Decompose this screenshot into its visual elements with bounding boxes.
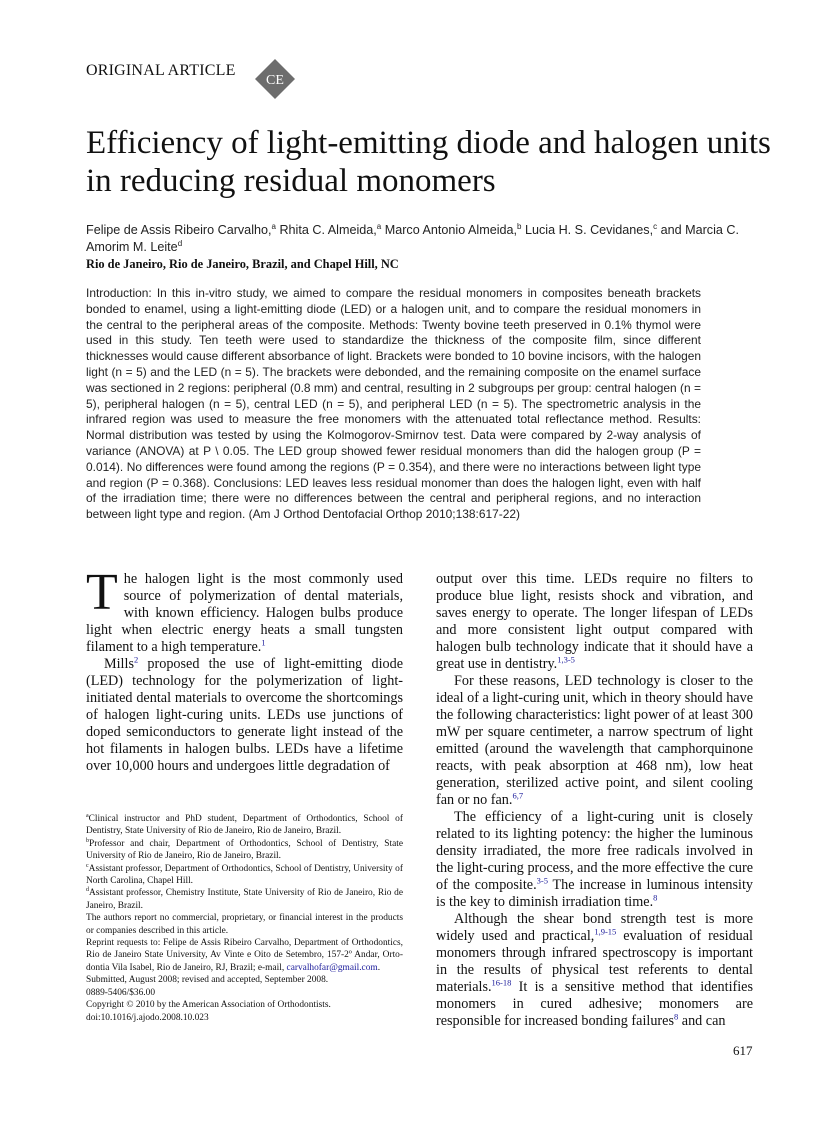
reference-link[interactable]: 3-5 [536,875,548,886]
body-paragraph [436,911,753,1030]
reference-link[interactable]: 2 [133,654,139,665]
page-number: 617 [733,1043,753,1058]
reprint-text: Reprint requests to: Felipe de Assis Ribeiro Carvalho, Department of Orthodontics, Rio de Janeiro State University, Av Vinte e Oito de Setembro, 157-2º Andar, Orto-dontia Vila Isabel, Rio de Janeiro, RJ, Brazil; e-mail, [86,938,403,973]
body-text: Although the shear bond strength test is more widely used and practical, [436,911,753,944]
abstract: Introduction: In this in-vitro study, we aimed to compare the residual monomers in composites beneath brackets bonded to enamel, using a light-emitting diode (LED) or a halogen unit, and to compare the residual monomers in the central to the peripheral areas of the composite. Methods: Twenty bovine teeth preserved in 0.1% thymol were used in this study. Ten teeth were used to standardize the thickness of the composite film, since different thicknesses would cause different absorbance of light. Brackets were bonded to 10 bovine incisors, with the halogen light (n = 5) and the LED (n = 5). The brackets were debonded, and the remaining composite on the enamel surface was sectioned in 2 regions: peripheral (0.8 mm) and central, resulting in 2 subgroups per group: central halogen (n = 5), peripheral halogen (n = 5), central LED (n = 5), and peripheral LED (n = 5). The spectrometric analysis in the infrared region was used to measure the free monomers with the attenuated total reflectance method. Results: Normal distribution was tested by using the Kolmogorov-Smirnov test. Data were compared by 2-way analysis of variance (ANOVA) at P \ 0.05. The LED group showed fewer residual monomers than did the halogen group (P = 0.014). No differences were found among the regions (P = 0.354), and there were no interactions between light type and region (P = 0.368). Conclusions: LED leaves less residual monomer than does the halogen light, even with half of the irradiation time; there were no differences between the central and peripheral regions, and no interaction between light type and region. (Am J Orthod Dentofacial Orthop 2010;138:617-22) [86,286,701,522]
author-list [86,222,766,256]
body-text: The increase in luminous intensity is the key to diminish irradiation time. [436,877,753,910]
reference-link[interactable]: 1 [261,637,266,648]
footnote-mark: b [86,837,89,844]
reference-link[interactable]: 6,7 [512,790,524,801]
author-affiliation-mark: c [653,221,658,231]
footnote-b [86,838,403,863]
reference-link[interactable]: 16-18 [491,977,512,988]
author-name: Marco Antonio Almeida, [384,223,518,237]
copyright-notice: Copyright © 2010 by the American Association of Orthodontists. [86,1000,331,1011]
author-affiliation-mark: a [376,221,382,231]
footnote-c [86,863,403,888]
reprint-text-end: . [377,962,381,973]
body-paragraph [86,656,403,775]
body-column-right [436,571,753,1030]
footnote-mark: c [86,862,89,869]
author-name: Lucia H. S. Cevidanes, [524,223,654,237]
ce-badge-icon [254,58,296,100]
author-affiliation-mark: a [271,221,276,231]
body-text: It is a sensitive method that identifies monomers in cured adhesive; monomers are responsible for increased bonding failures [436,979,753,1029]
drop-cap: T [86,564,118,621]
ce-badge-text: CE [266,73,284,88]
body-paragraph [436,673,753,809]
body-text: proposed the use of light-emitting diode (LED) technology for the polymerization of light-initiated dental materials to overcome the shortcomings of halogen light-curing units. LEDs use junctions of doped semiconductors to generate light instead of the hot filaments in halogen bulbs. LEDs have a lifetime over 10,000 hours and undergoes little degradation of [86,656,403,774]
footnote-text: Assistant professor, Chemistry Institute, State University of Rio de Janeiro, Rio de Janeiro, Brazil. [86,888,403,911]
doi-link[interactable]: doi:10.1016/j.ajodo.2008.10.023 [86,1012,209,1023]
author-affiliation-mark: b [517,221,522,231]
body-text: For these reasons, LED technology is closer to the ideal of a light-curing unit, which in theory should have the following characteristics: light power of at least 300 mW per square centimeter, a narrow spectrum of light emitted (around the wavelength that camphorquinone reacts, with peak absorption at 468 nm), low heat generation, sterilized active point, and silent cooling fan or no fan. [436,673,753,808]
issn-price: 0889-5406/$36.00 [86,987,156,998]
reprint-requests [86,937,403,974]
footnote-a [86,813,403,838]
body-text: and can [678,1013,726,1029]
body-text: The efficiency of a light-curing unit is closely related to its lighting potency: the higher the luminous density irradiated, the more free radicals involved in the light-curing process, and the more effective the cure of the composite. [436,809,753,893]
footnote-text: Clinical instructor and PhD student, Department of Orthodontics, School of Dentistry, State University of Rio de Janeiro, Rio de Janeiro, Brazil. [86,814,403,837]
footnote-mark: a [86,812,89,819]
footnote-text: Professor and chair, Department of Orthodontics, School of Dentistry, State University of Rio de Janeiro, Rio de Janeiro, Brazil. [86,838,403,862]
section-label: ORIGINAL ARTICLE [86,62,236,79]
article-title: Efficiency of light-emitting diode and halogen units in reducing residual monomers [86,125,771,199]
author-name: Felipe de Assis Ribeiro Carvalho, [86,223,272,237]
body-column-left [86,564,403,775]
author-name: Rhita C. Almeida, [279,223,377,237]
body-text: Mills [104,656,134,672]
footnote-mark: d [86,887,89,894]
author-location: Rio de Janeiro, Rio de Janeiro, Brazil, and Chapel Hill, NC [86,257,399,271]
body-text: he halogen light is the most commonly used source of polymerization of dental materials, with known efficiency. Halogen bulbs produce light when electric energy heats a small tungsten filament to a high temperature. [86,571,403,655]
disclosure-note: The authors report no commercial, proprietary, or financial interest in the products or companies described in this article. [86,913,403,936]
email-link[interactable]: carvalhofar@gmail.com [286,962,378,973]
body-paragraph [86,564,403,656]
reference-link[interactable]: 1,9-15 [594,926,617,937]
reference-link[interactable]: 8 [673,1011,679,1022]
submission-dates: Submitted, August 2008; revised and accepted, September 2008. [86,975,329,986]
reference-link[interactable]: 8 [653,892,658,903]
footnotes [86,813,403,1024]
body-text: output over this time. LEDs require no filters to produce blue light, resists shock and vibration, and saves energy to operate. The longer lifespan of LEDs and more consistent light output compared with halogen bulb technology indicate that it should have a great use in dentistry. [436,571,753,672]
author-affiliation-mark: d [177,238,183,248]
footnote-text: Assistant professor, Department of Orthodontics, School of Dentistry, University of North Carolina, Chapel Hill. [86,863,403,887]
body-paragraph [436,809,753,911]
body-text: evaluation of residual monomers through infrared spectroscopy is important in the results of physical test referents to dental materials. [436,928,753,995]
body-paragraph [436,571,753,673]
author-name: and Marcia C. Amorim M. Leite [86,223,739,254]
footnote-d [86,887,403,912]
reference-link[interactable]: 1,3-5 [557,654,575,665]
